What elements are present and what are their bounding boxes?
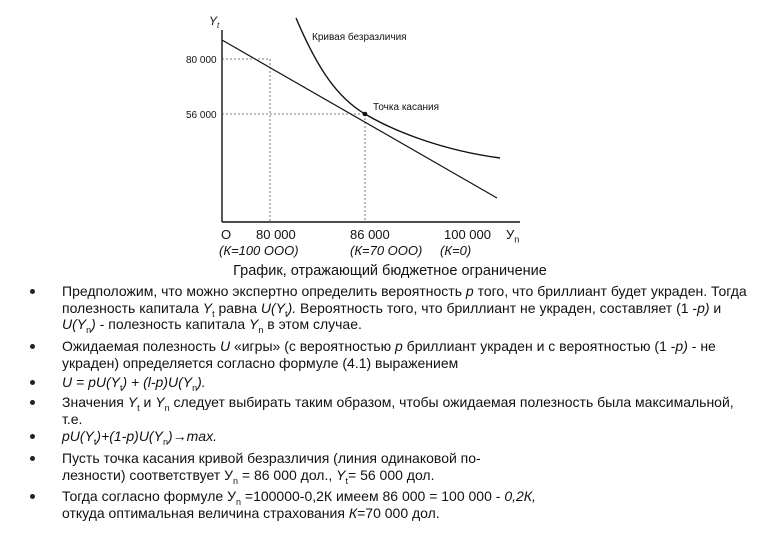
bullet-text	[62, 283, 747, 333]
bullet-text	[62, 394, 747, 427]
text-run: Y	[249, 316, 259, 333]
bullet-item	[30, 374, 747, 391]
tangent-point	[363, 112, 368, 117]
x-tick-86000: 86 000	[350, 227, 390, 242]
text-run: U	[219, 338, 231, 354]
bullet-text	[62, 450, 747, 486]
subscript: n	[258, 324, 264, 335]
subscript: t	[93, 436, 97, 447]
subscript: n	[86, 324, 92, 335]
bullet-item	[30, 394, 747, 427]
text-run: равна	[214, 299, 261, 316]
subscript: n	[192, 382, 198, 393]
text-run: ) + (l-p)U(Y	[122, 374, 193, 390]
text-run: Y	[127, 394, 138, 410]
text-run: =70 000 дол.	[357, 504, 440, 521]
x-subtick-k100000: (К=100 ООО)	[219, 243, 299, 258]
text-run: pU(Y	[62, 428, 94, 444]
text-run: U(Y	[62, 316, 87, 333]
text-run: =100000-0,2К имеем 86 000 = 100 000 -	[241, 488, 505, 504]
text-run: Значения	[62, 394, 128, 410]
bullet-text	[62, 338, 747, 371]
text-run: U(Y	[260, 299, 286, 316]
text-run: )	[91, 316, 96, 333]
text-run: р	[465, 283, 474, 299]
subscript: n	[232, 475, 238, 486]
bullet-text	[62, 374, 747, 391]
text-run: бриллиант украден и с вероятностью (1 -	[402, 338, 676, 354]
x-subtick-k0: (К=0)	[440, 243, 472, 258]
y-tick-56000: 56 000	[186, 110, 217, 121]
text-run: = 56 000 дол.	[348, 466, 435, 483]
text-run: р)	[697, 299, 710, 316]
text-run: ).	[197, 374, 206, 390]
subscript: n	[235, 496, 241, 507]
x-subtick-k70000: (К=70 ООО)	[350, 243, 423, 258]
subscript: t	[119, 382, 123, 393]
tangent-label: Точка касания	[373, 102, 440, 113]
text-run: Ожидаемая полезность	[62, 338, 220, 354]
bullet-text	[62, 488, 747, 521]
text-run: )+(1-p)U(Y	[96, 428, 163, 444]
bullet-dot-icon	[30, 344, 35, 349]
text-run: ).	[287, 299, 297, 316]
y-tick-80000: 80 000	[186, 55, 217, 66]
text-run: Тогда согласно формуле У	[62, 488, 236, 504]
bullet-item	[30, 450, 747, 486]
text-run: = 86 000 дол.,	[237, 466, 337, 483]
subscript: t	[212, 308, 215, 319]
bullet-dot-icon	[30, 400, 35, 405]
x-tick-100000: 100 000	[444, 227, 491, 242]
bullet-item	[30, 428, 747, 445]
text-run: р	[395, 338, 403, 354]
bullet-dot-icon	[30, 456, 35, 461]
bullet-dot-icon	[30, 380, 35, 385]
y-axis-label: $Y_t$	[209, 14, 220, 30]
subscript: t	[285, 308, 288, 319]
bullet-item	[30, 488, 747, 521]
x-tick-80000: 80 000	[256, 227, 296, 242]
x-axis-label: $У_n$	[506, 227, 520, 245]
bullet-dot-icon	[30, 434, 35, 439]
text-run: и	[709, 299, 722, 316]
bullet-dot-icon	[30, 494, 35, 499]
text-run: того, что бриллиант будет украден. Тогда полезность капитала	[62, 283, 747, 316]
text-run: - полезность капитала	[95, 316, 249, 333]
graph-caption: График, отражающий бюджетное ограничение	[233, 263, 547, 279]
text-run: Y	[336, 466, 346, 483]
subscript: n	[164, 402, 170, 413]
x-tick-origin: О	[221, 227, 232, 242]
text-run: 0,2К,	[504, 488, 536, 504]
text-run: Предположим, что можно экспертно определить вероятность	[62, 283, 466, 299]
text-run: р)	[675, 338, 688, 354]
text-run: в этом случае.	[263, 316, 362, 333]
bullet-item	[30, 283, 747, 333]
text-run: Пусть точка касания кривой безразличия (линия одинаковой по- лезности) соответствует У	[62, 450, 481, 483]
subscript: t	[345, 475, 348, 486]
text-run: Y	[202, 299, 213, 316]
budget-line	[222, 40, 497, 198]
text-run: и	[139, 394, 156, 410]
text-run: следует выбирать таким образом, чтобы ожидаемая полезность была максимальной, т.е.	[62, 394, 734, 427]
text-run: «игры» (с вероятностью	[230, 338, 395, 354]
bullet-text	[62, 428, 747, 445]
text-run: )→max.	[167, 428, 217, 444]
curve-label: Кривая безразличия	[312, 32, 407, 43]
subscript: t	[137, 402, 140, 413]
bullet-dot-icon	[30, 289, 35, 294]
bullet-item	[30, 338, 747, 371]
text-run: К	[348, 504, 358, 521]
text-run: Y	[155, 394, 165, 410]
text-run: Вероятность того, что бриллиант не украден, составляет (1 -	[296, 299, 698, 316]
text-run: - не украден) определяется согласно формуле (4.1) выражением	[62, 338, 716, 371]
text-run: откуда оптимальная величина страхования	[62, 504, 345, 521]
subscript: n	[162, 436, 168, 447]
text-run: U = pU(Y	[62, 374, 120, 390]
